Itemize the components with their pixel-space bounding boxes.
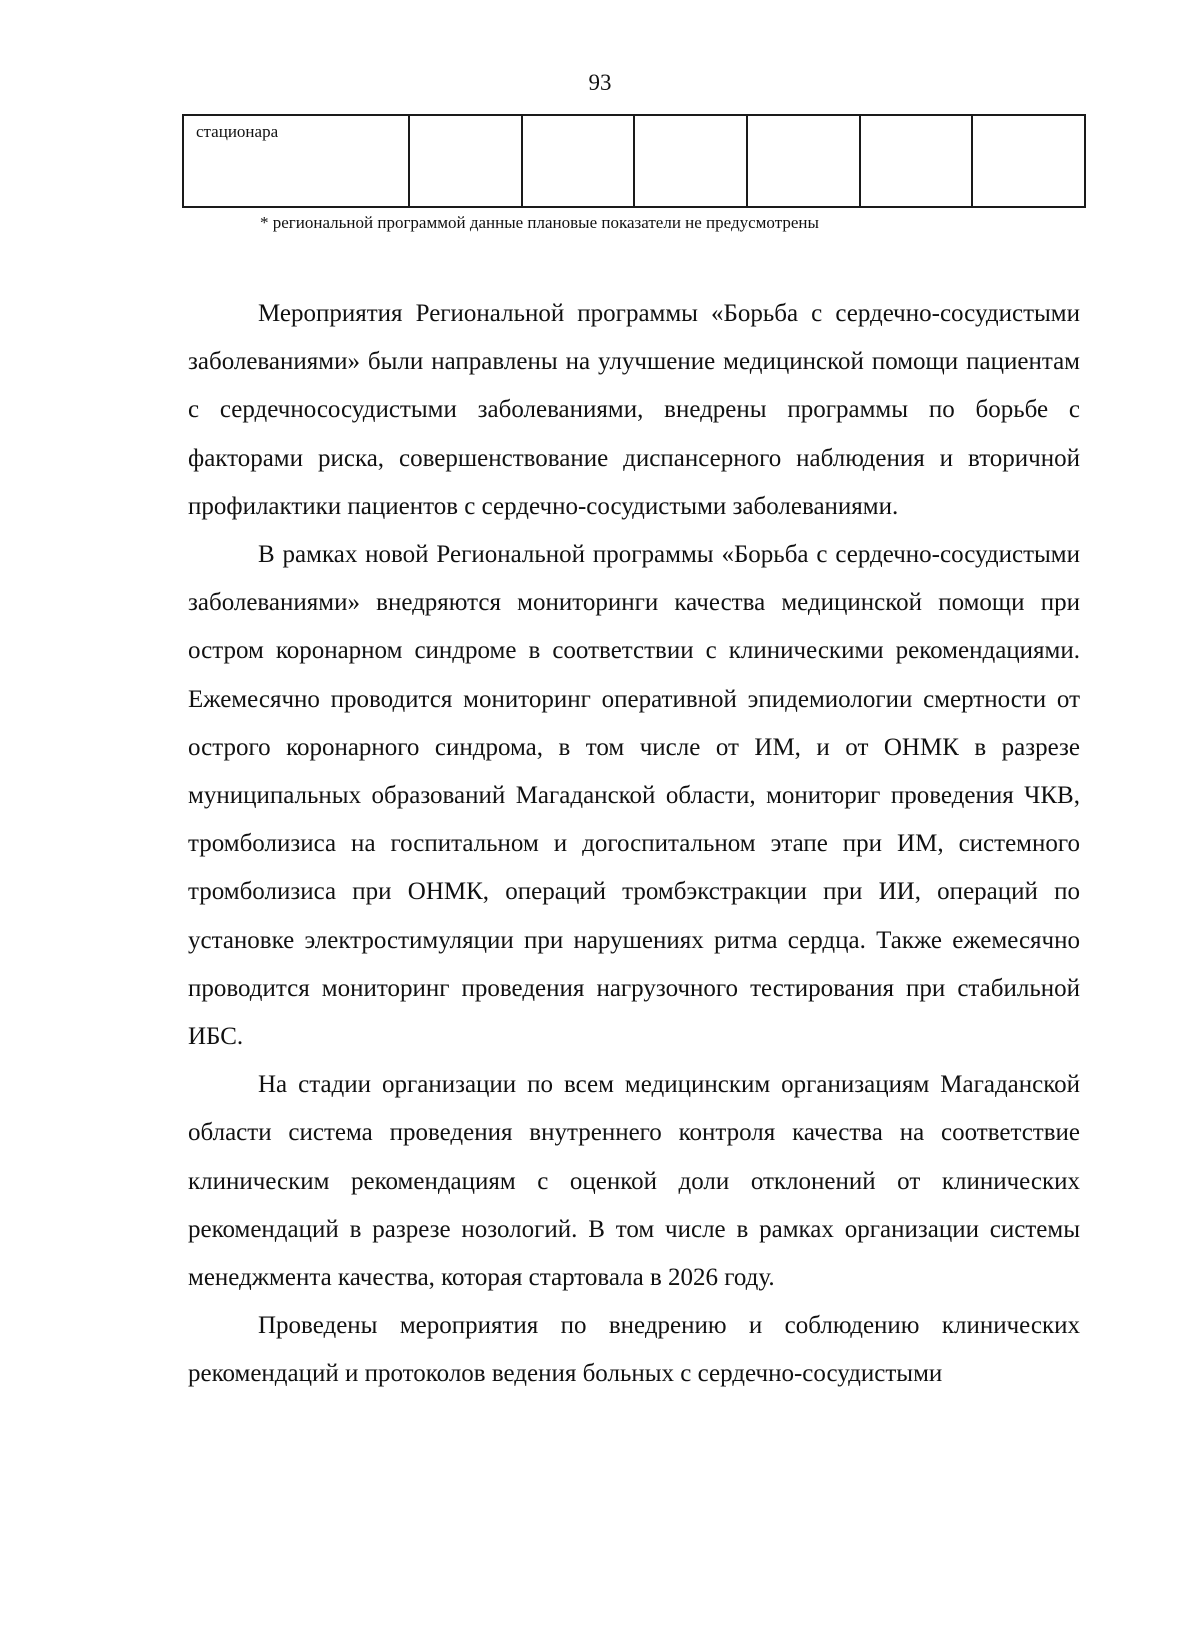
table-cell — [634, 115, 747, 207]
paragraph: Проведены мероприятия по внедрению и соблюдению клинических рекомендаций и протоколов ведения больных с сердечно-сосудистыми — [188, 1312, 1080, 1388]
body-text — [188, 290, 1080, 1399]
table-fragment — [182, 114, 1086, 208]
table-cell — [972, 115, 1085, 207]
table-row — [183, 115, 1085, 207]
table-cell — [860, 115, 973, 207]
table-cell — [522, 115, 635, 207]
table-cell — [409, 115, 522, 207]
paragraph: В рамках новой Региональной программы «Борьба с сердечно-сосудистыми заболеваниями» внедряются мониторинги качества медицинской помощи при остром коронарном синдроме в соответствии с клиническими рекомендациями. Ежемесячно проводится мониторинг оперативной эпидемиологии смертности от острого коронарного синдрома, в том числе от ИМ, и от ОНМК в разрезе муниципальных образований Магаданской области, мониториг проведения ЧКВ, тромболизиса на госпитальном и догоспитальном этапе при ИМ, системного тромболизиса при ОНМК, операций тромбэкстракции при ИИ, операций по установке электростимуляции при нарушениях ритма сердца. Также ежемесячно проводится мониторинг проведения нагрузочного тестирования при стабильной ИБС. — [188, 541, 1080, 1051]
paragraph: На стадии организации по всем медицинским организациям Магаданской области система проведения внутреннего контроля качества на соответствие клиническим рекомендациям с оценкой доли отклонений от клинических рекомендаций в разрезе нозологий. В том числе в рамках организации системы менеджмента качества, которая стартовала в 2026 году. — [188, 1071, 1080, 1292]
table-cell — [747, 115, 860, 207]
page-number: 93 — [588, 70, 612, 95]
table-footnote: * региональной программой данные плановые показатели не предусмотрены — [260, 213, 819, 232]
table-cell: стационара — [183, 115, 409, 207]
paragraph: Мероприятия Региональной программы «Борьба с сердечно-сосудистыми заболеваниями» были направлены на улучшение медицинской помощи пациентам с сердечнососудистыми заболеваниями, внедрены программы по борьбе с факторами риска, совершенствование диспансерного наблюдения и вторичной профилактики пациентов с сердечно-сосудистыми заболеваниями. — [188, 300, 1080, 520]
